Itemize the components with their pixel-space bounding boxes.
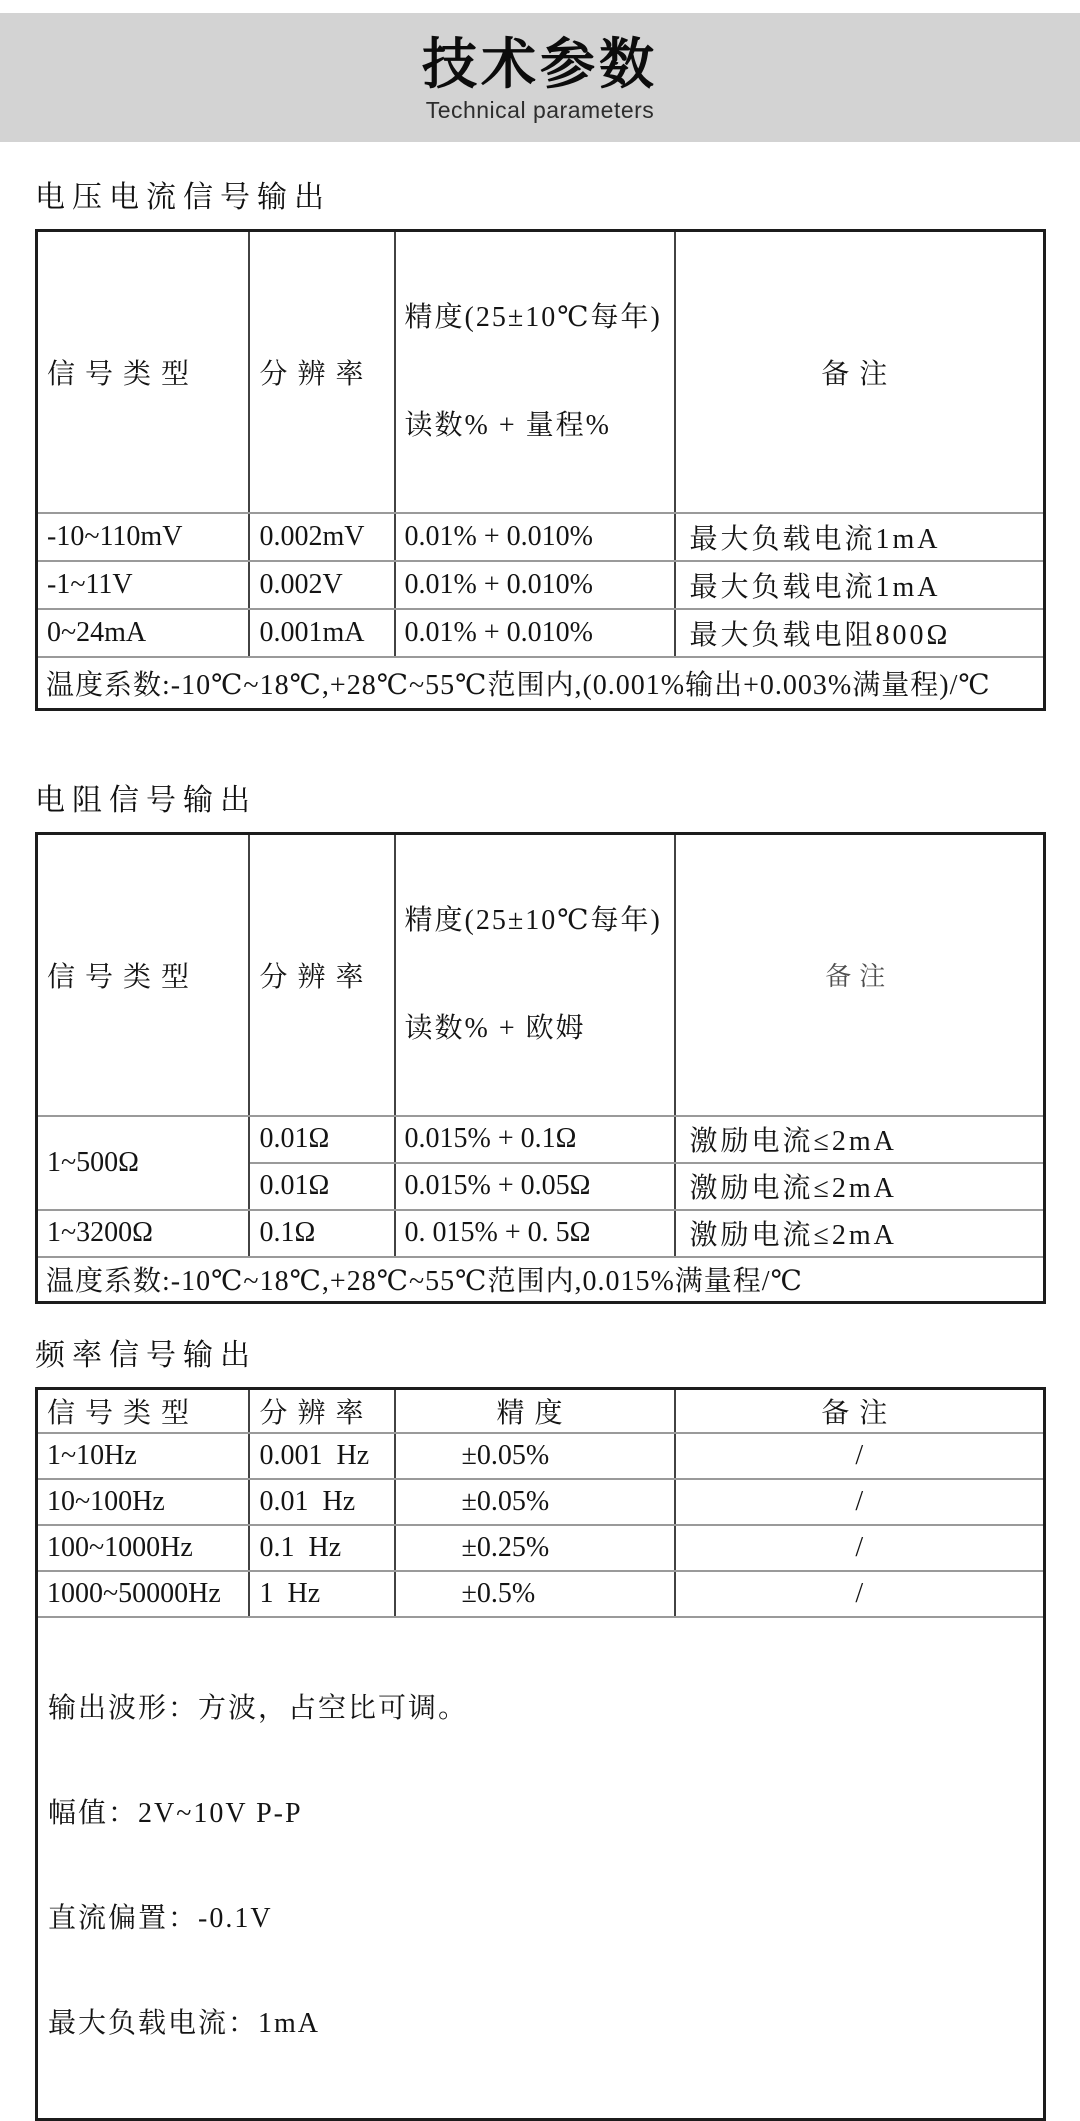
table-row xyxy=(37,1479,1045,1525)
col-header-remark: 备注 xyxy=(675,1389,1045,1433)
accuracy-header-line1: 精度(25±10℃每年) xyxy=(404,302,662,333)
col-header-remark: 备注 xyxy=(675,833,1045,1116)
resistance-table xyxy=(35,832,1046,1305)
cell-signal-type: 1000~50000Hz xyxy=(37,1571,249,1617)
cell-signal-type: 100~1000Hz xyxy=(37,1525,249,1571)
cell-remark: 激励电流≤2mA xyxy=(675,1163,1045,1210)
cell-resolution: 0.01Ω xyxy=(249,1163,395,1210)
voltage-current-table xyxy=(35,229,1046,711)
header-row xyxy=(37,1389,1045,1433)
section-title: 电阻信号输出 xyxy=(35,783,257,817)
cell-signal-type: 0~24mA xyxy=(37,609,249,657)
cell-remark: 激励电流≤2mA xyxy=(675,1210,1045,1257)
cell-resolution: 0.01 Hz xyxy=(249,1479,395,1525)
page-subtitle: Technical parameters xyxy=(425,96,655,123)
cell-remark: 最大负载电流1mA xyxy=(675,513,1045,561)
cell-resolution: 0.1Ω xyxy=(249,1210,395,1257)
section-title: 电压电流信号输出 xyxy=(35,181,331,214)
cell-signal-type: 1~3200Ω xyxy=(37,1210,249,1257)
table-row xyxy=(37,513,1045,561)
max-load-current-note: 最大负载电流：1mA xyxy=(48,2007,321,2039)
cell-accuracy: ±0.05% xyxy=(395,1479,675,1525)
table-row xyxy=(37,609,1045,657)
footnote-row xyxy=(37,1257,1045,1303)
table-row xyxy=(37,1525,1045,1571)
waveform-note: 输出波形：方波，占空比可调。 xyxy=(48,1692,469,1724)
section-title: 频率信号输出 xyxy=(35,1339,257,1372)
header-row xyxy=(37,833,1045,1116)
page-title: 技术参数 xyxy=(421,33,658,95)
cell-accuracy: 0.015% + 0.05Ω xyxy=(395,1163,675,1210)
cell-remark: 最大负载电流1mA xyxy=(675,561,1045,609)
table-row xyxy=(37,1210,1045,1257)
table-row xyxy=(37,1433,1045,1479)
dc-offset-note: 直流偏置：-0.1V xyxy=(48,1902,273,1934)
cell-accuracy: 0.01% + 0.010% xyxy=(395,609,675,657)
cell-signal-type: 1~500Ω xyxy=(37,1116,249,1210)
col-header-accuracy: 精度 xyxy=(395,1389,675,1433)
cell-resolution: 0.002mV xyxy=(249,513,395,561)
cell-signal-type: 10~100Hz xyxy=(37,1479,249,1525)
table-row xyxy=(37,561,1045,609)
cell-remark: / xyxy=(675,1479,1045,1525)
content xyxy=(35,180,1043,2121)
cell-accuracy: ±0.05% xyxy=(395,1433,675,1479)
cell-resolution: 0.002V xyxy=(249,561,395,609)
output-notes xyxy=(37,1617,1045,2120)
col-header-accuracy xyxy=(395,231,675,514)
cell-accuracy: 0. 015% + 0. 5Ω xyxy=(395,1210,675,1257)
col-header-resolution: 分辨率 xyxy=(249,1389,395,1433)
header-row xyxy=(37,231,1045,514)
section-voltage-current xyxy=(35,180,1043,711)
table-row xyxy=(37,1116,1045,1163)
temperature-coefficient-note: 温度系数:-10℃~18℃,+28℃~55℃范围内,(0.001%输出+0.003%满量程)/℃ xyxy=(37,657,1045,709)
banner xyxy=(0,13,1080,142)
cell-remark: / xyxy=(675,1525,1045,1571)
cell-resolution: 0.01Ω xyxy=(249,1116,395,1163)
cell-resolution: 1 Hz xyxy=(249,1571,395,1617)
cell-remark: 激励电流≤2mA xyxy=(675,1116,1045,1163)
col-header-resolution: 分辨率 xyxy=(249,231,395,514)
amplitude-note: 幅值：2V~10V P-P xyxy=(48,1797,303,1829)
col-header-signal-type: 信号类型 xyxy=(37,231,249,514)
cell-resolution: 0.1 Hz xyxy=(249,1525,395,1571)
col-header-accuracy xyxy=(395,833,675,1116)
cell-signal-type: 1~10Hz xyxy=(37,1433,249,1479)
section-frequency xyxy=(35,1338,1043,2121)
cell-remark: / xyxy=(675,1433,1045,1479)
col-header-signal-type: 信号类型 xyxy=(37,1389,249,1433)
col-header-remark: 备注 xyxy=(675,231,1045,514)
table-row xyxy=(37,1571,1045,1617)
cell-remark: 最大负载电阻800Ω xyxy=(675,609,1045,657)
cell-signal-type: -10~110mV xyxy=(37,513,249,561)
cell-accuracy: ±0.25% xyxy=(395,1525,675,1571)
footnote-row xyxy=(37,1617,1045,2120)
col-header-resolution: 分辨率 xyxy=(249,833,395,1116)
cell-accuracy: 0.015% + 0.1Ω xyxy=(395,1116,675,1163)
cell-remark: / xyxy=(675,1571,1045,1617)
section-resistance xyxy=(35,783,1043,1305)
frequency-table xyxy=(35,1387,1046,2121)
accuracy-header-line2: 读数% + 欧姆 xyxy=(404,1012,586,1044)
cell-resolution: 0.001 Hz xyxy=(249,1433,395,1479)
cell-resolution: 0.001mA xyxy=(249,609,395,657)
col-header-signal-type: 信号类型 xyxy=(37,833,249,1116)
cell-accuracy: 0.01% + 0.010% xyxy=(395,561,675,609)
temperature-coefficient-note: 温度系数:-10℃~18℃,+28℃~55℃范围内,0.015%满量程/℃ xyxy=(37,1257,1045,1303)
footnote-row xyxy=(37,657,1045,709)
accuracy-header-line1: 精度(25±10℃每年) xyxy=(404,904,662,936)
accuracy-header-line2: 读数% + 量程% xyxy=(404,410,611,441)
cell-accuracy: ±0.5% xyxy=(395,1571,675,1617)
cell-accuracy: 0.01% + 0.010% xyxy=(395,513,675,561)
cell-signal-type: -1~11V xyxy=(37,561,249,609)
